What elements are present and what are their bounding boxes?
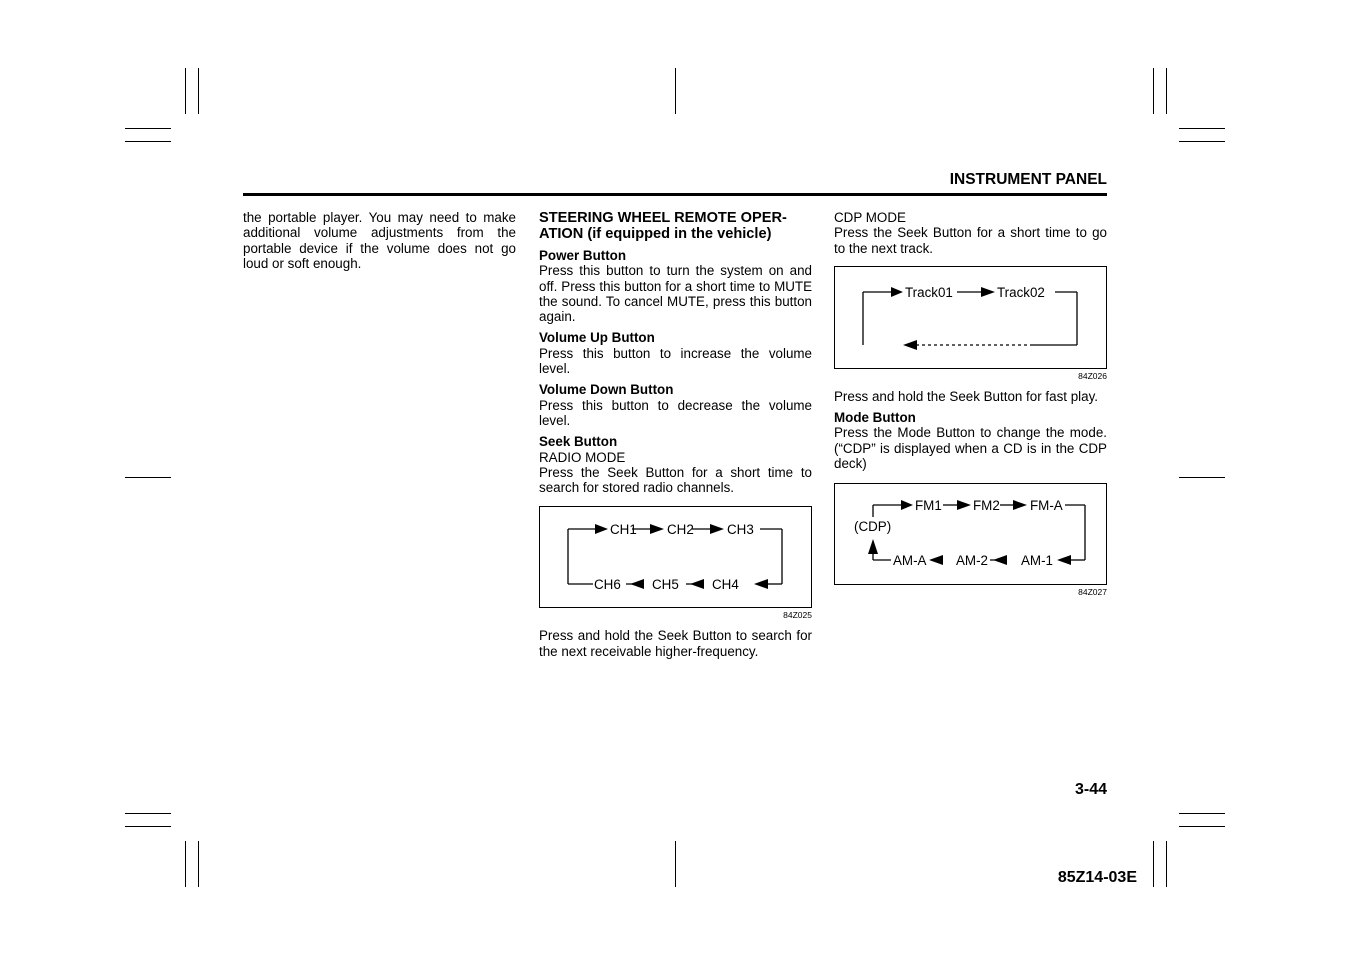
mode-button-text: Press the Mode Button to change the mode. (“CDP” is displayed when a CD is in the CDP deck) [834,425,1107,472]
power-button-text: Press this button to turn the system on and off. Press this button for a short time to MUTE the sound. To cancel MUTE, press this button again. [539,263,812,325]
channel-label: CH5 [652,577,679,593]
crop-mark [1166,68,1167,114]
mode-label: AM-2 [956,553,988,569]
crop-mark [1153,841,1154,887]
track-label: Track02 [997,284,1045,300]
crop-mark [198,841,199,887]
channel-label: CH6 [594,577,621,593]
cdp-mode-label: CDP MODE [834,210,906,225]
section-title: INSTRUMENT PANEL [949,171,1107,188]
track-label: Track01 [905,284,953,300]
crop-mark [1179,826,1225,827]
column-3 [834,210,1107,597]
seek-hold-text: Press and hold the Seek Button to search for the next receivable higher-frequency. [539,628,812,659]
power-button-title: Power Button [539,248,627,263]
header-rule [243,193,1107,196]
mode-button-title: Mode Button [834,410,916,426]
crop-mark [185,841,186,887]
mode-label: FM1 [915,498,942,514]
channel-label: CH2 [667,522,694,538]
mode-label: FM-A [1030,498,1063,514]
volume-down-text: Press this button to decrease the volume level. [539,397,812,428]
crop-mark [675,841,676,887]
document-code: 85Z14-03E [1057,869,1137,886]
page-number: 3-44 [1074,781,1107,798]
crop-mark [1179,477,1225,478]
volume-up-title: Volume Up Button [539,330,655,346]
figure-code: 84Z025 [783,610,812,621]
crop-mark [675,68,676,114]
crop-mark [125,477,171,478]
seek-button-title: Seek Button [539,434,618,450]
radio-channel-diagram [539,506,812,608]
cdp-label: (CDP) [854,519,892,535]
crop-mark [1166,841,1167,887]
crop-mark [1179,141,1225,142]
column-2 [539,210,812,659]
channel-label: CH4 [712,577,739,593]
radio-mode-label: RADIO MODE [539,449,626,465]
crop-mark [125,826,171,827]
crop-mark [185,68,186,114]
crop-mark [1179,813,1225,814]
mode-label: FM2 [973,498,1000,514]
crop-mark [125,128,171,129]
mode-diagram [834,483,1107,585]
figure-code: 84Z026 [1078,370,1107,381]
crop-mark [125,813,171,814]
cdp-seek-text: Press the Seek Button for a short time to go to the next track. [834,225,1107,256]
crop-mark [1179,128,1225,129]
paragraph: the portable player. You may need to make additional volume adjustments from the portable device if the volume does not go loud or soft enough. [243,210,516,271]
volume-down-title: Volume Down Button [539,382,674,398]
crop-mark [125,141,171,142]
column-1 [243,210,516,271]
mode-label: AM-1 [1021,553,1053,569]
cdp-hold-text: Press and hold the Seek Button for fast play. [834,388,1099,404]
mode-label: AM-A [893,553,927,569]
crop-mark [198,68,199,114]
channel-label: CH3 [727,522,754,538]
track-diagram [834,266,1107,369]
section-heading: STEERING WHEEL REMOTE OPER-ATION (if equipped in the vehicle) [539,210,787,242]
channel-label: CH1 [610,522,637,538]
volume-up-text: Press this button to increase the volume level. [539,345,812,377]
crop-mark [1153,68,1154,114]
figure-code: 84Z027 [1078,587,1107,598]
seek-radio-text: Press the Seek Button for a short time to search for stored radio channels. [539,464,812,496]
